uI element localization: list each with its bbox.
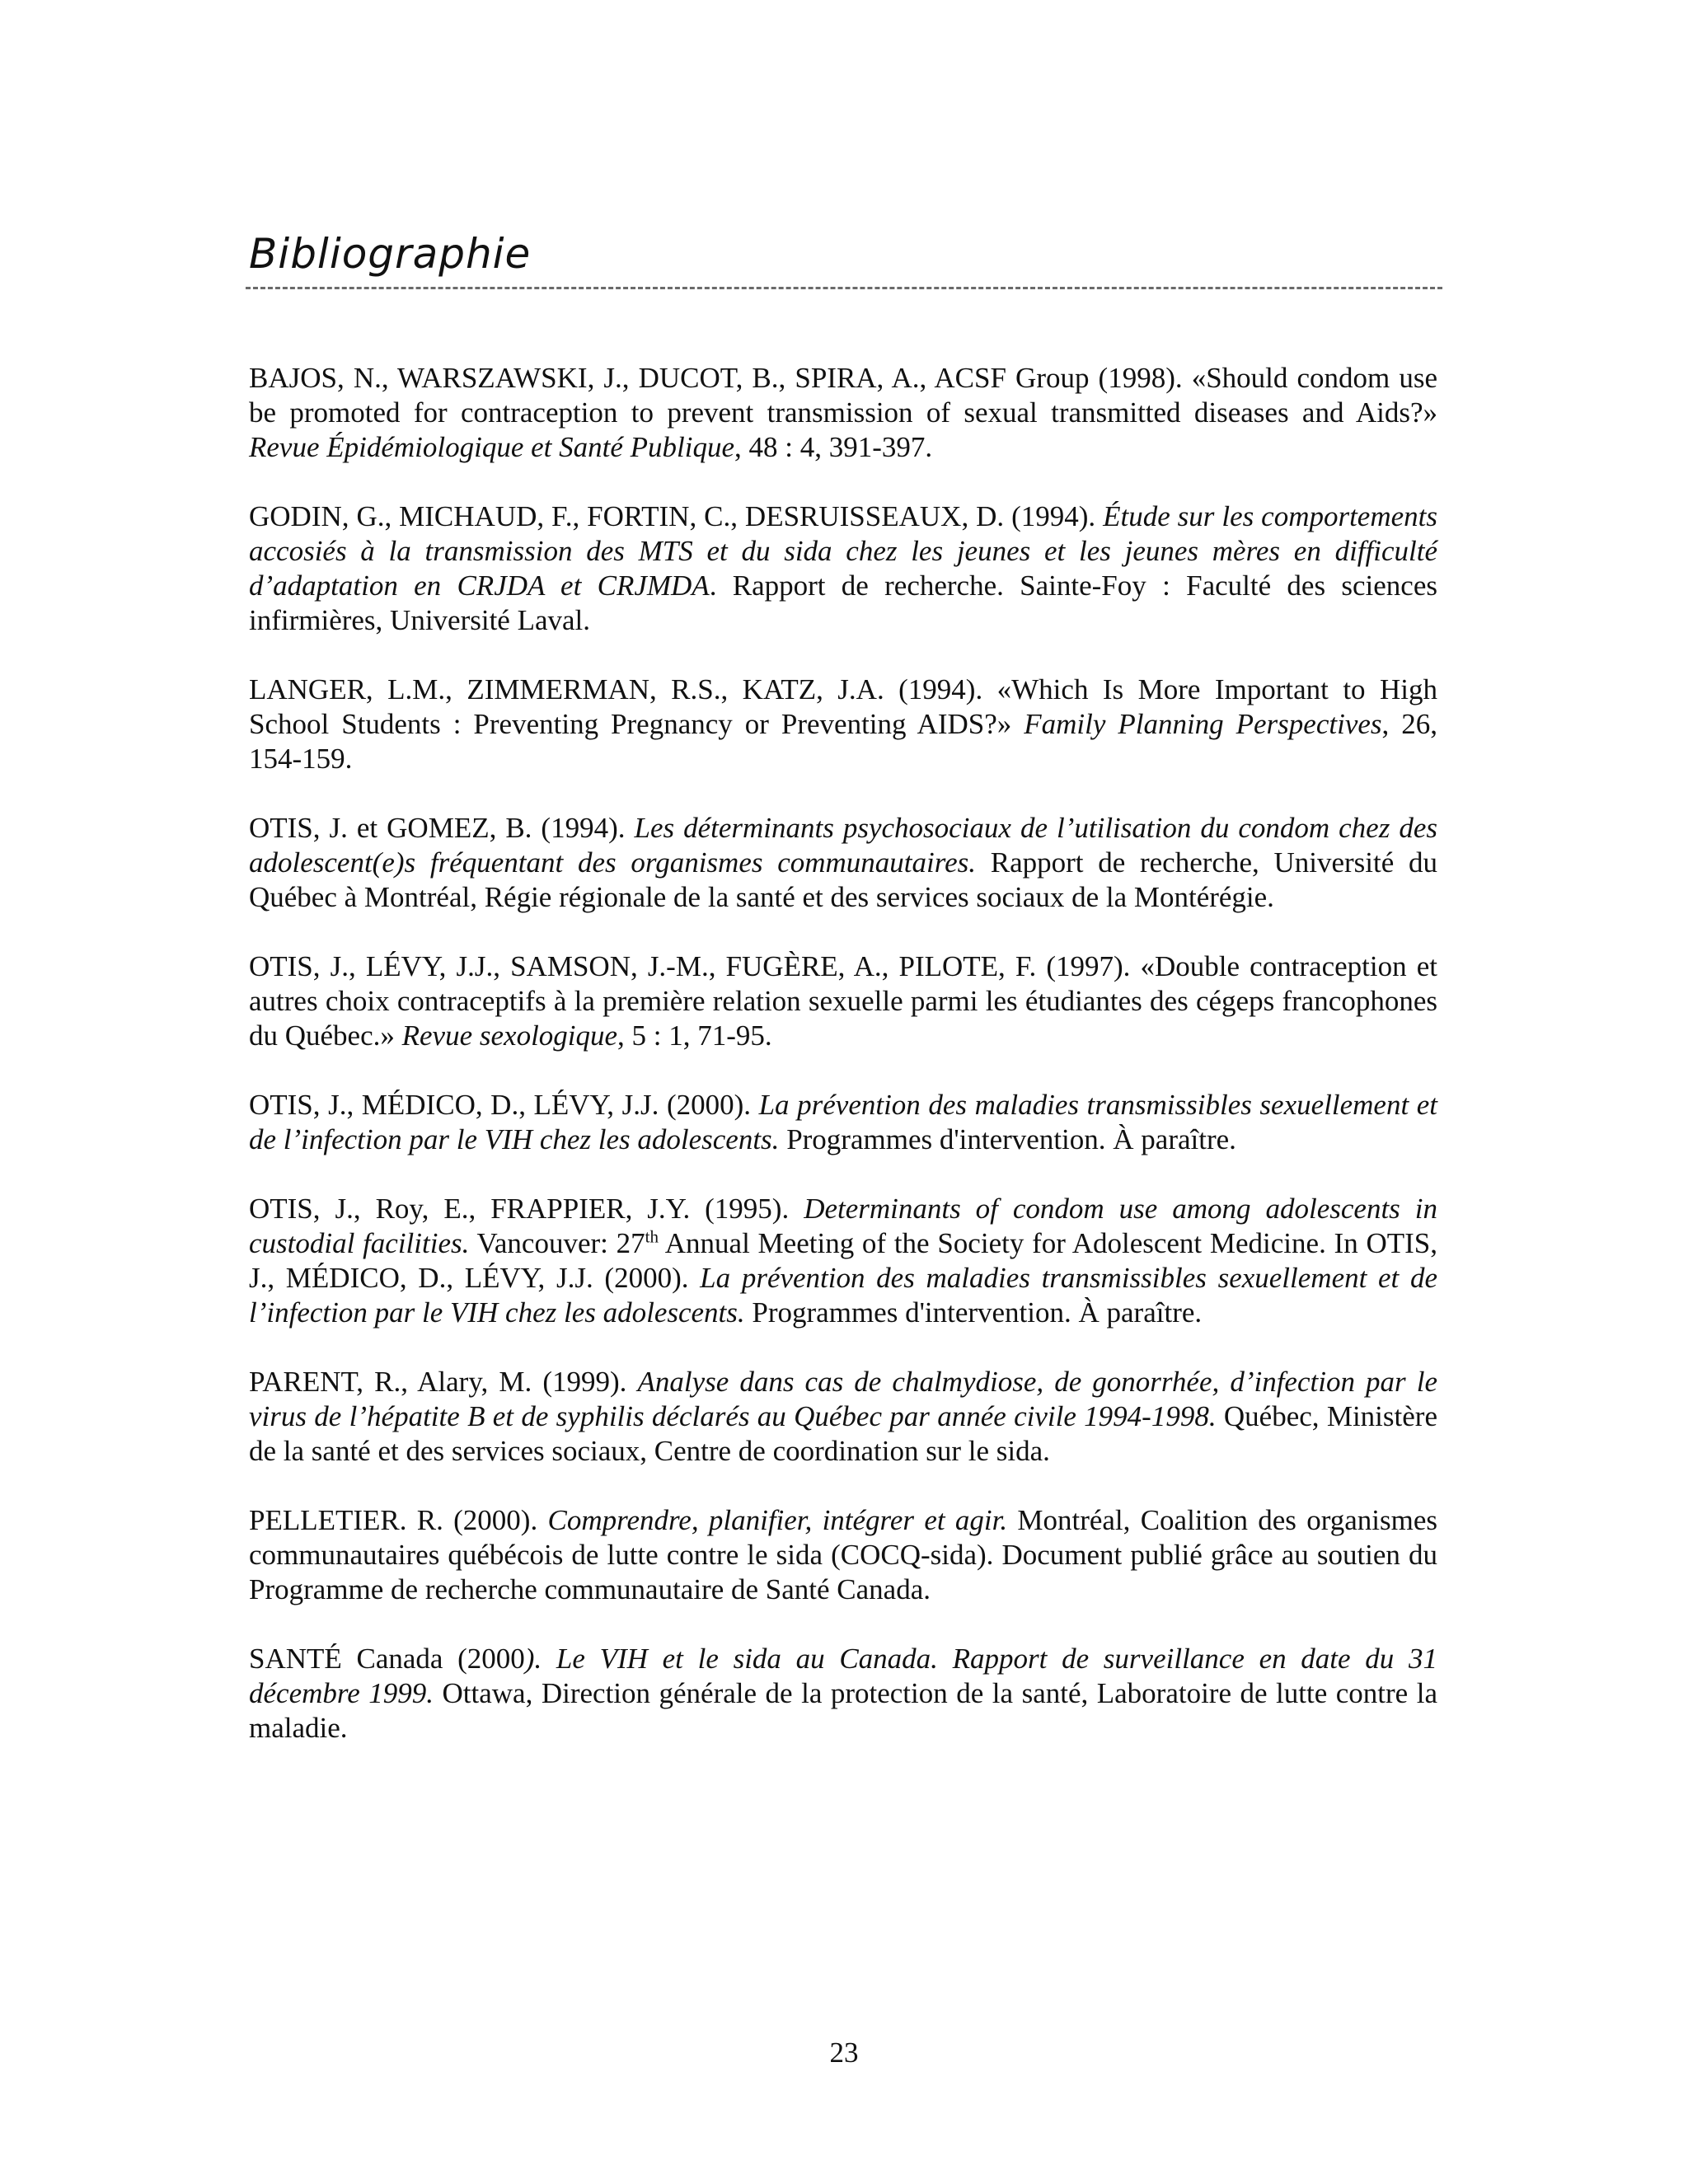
bibliography-entry-godin	[249, 499, 1437, 638]
entry-title: Étude sur les comportements accosiés à la transmission des MTS et du sida chez les jeunes et les jeunes mères en difficulté d’adaptation en CRJDA et CRJMDA	[249, 500, 1437, 602]
entry-text: OTIS, J., LÉVY, J.J., SAMSON, J.-M., FUGÈRE, A., PILOTE, F. (1997). «Double contraception et autres choix contraceptifs à la première relation sexuelle parmi les étudiantes des cégeps francophones du Québec.»	[249, 950, 1437, 1052]
entry-title: Revue sexologique	[401, 1019, 618, 1052]
entry-title: La prévention des maladies transmissibles sexuellement et de l’infection par le VIH chez les adolescents.	[249, 1089, 1438, 1155]
entry-title: Family Planning Perspectives	[1024, 708, 1382, 740]
bibliography-list	[249, 361, 1437, 1780]
entry-text: Rapport de recherche, Université du Québec à Montréal, Régie régionale de la santé et des services sociaux de la Montérégie.	[249, 846, 1438, 913]
entry-title: Comprendre, planifier, intégrer et agir.	[547, 1504, 1008, 1536]
entry-text: GODIN, G., MICHAUD, F., FORTIN, C., DESRUISSEAUX, D. (1994).	[249, 500, 1104, 532]
bibliography-entry-langer	[249, 673, 1437, 776]
entry-title: Revue Épidémiologique et Santé Publique	[249, 431, 734, 463]
entry-text: Montréal, Coalition des organismes communautaires québécois de lutte contre le sida (COCQ-sida). Document publié grâce au soutien du Programme de recherche communautaire de Santé Canada.	[249, 1504, 1437, 1605]
page-title: Bibliographie	[249, 230, 532, 278]
entry-text: OTIS, J. et GOMEZ, B. (1994).	[249, 812, 635, 844]
entry-text: Vancouver: 27	[469, 1227, 645, 1259]
bibliography-entry-bajos	[249, 361, 1437, 465]
entry-text: Québec, Ministère de la santé et des services sociaux, Centre de coordination sur le sida.	[249, 1400, 1437, 1467]
entry-text: , 5 : 1, 71-95.	[617, 1019, 772, 1052]
entry-title: La prévention des maladies transmissibles sexuellement et de l’infection par le VIH chez les adolescents.	[249, 1262, 1437, 1329]
entry-title: Les déterminants psychosociaux de l’utilisation du condom chez des adolescent(e)s fréquentant des organismes communautaires.	[249, 812, 1437, 879]
bibliography-entry-pelletier	[249, 1503, 1437, 1607]
bibliography-entry-otis-roy	[249, 1192, 1437, 1330]
entry-text: PELLETIER. R. (2000).	[249, 1504, 548, 1536]
title-divider	[246, 287, 1442, 289]
entry-text: PARENT, R., Alary, M. (1999).	[249, 1366, 638, 1398]
bibliography-entry-otis-levy-1997	[249, 949, 1437, 1053]
bibliography-entry-otis-medico-2000	[249, 1088, 1437, 1157]
entry-text: Annual Meeting of the Society for Adolescent Medicine. In OTIS, J., MÉDICO, D., LÉVY, J.J. (2000).	[249, 1227, 1437, 1294]
bibliography-entry-otis-gomez	[249, 811, 1437, 915]
entry-text: BAJOS, N., WARSZAWSKI, J., DUCOT, B., SPIRA, A., ACSF Group (1998). «Should condom use be promoted for contraception to prevent transmission of sexual transmitted diseases and Aids?»	[249, 362, 1437, 429]
entry-text: , 48 : 4, 391-397.	[734, 431, 933, 463]
entry-title: ). Le VIH et le sida au Canada. Rapport de surveillance en date du 31 décembre 1999.	[249, 1643, 1437, 1709]
entry-title: Analyse dans cas de chalmydiose, de gonorrhée, d’infection par le virus de l’hépatite B et de syphilis déclarés au Québec par année civile 1994-1998.	[249, 1366, 1437, 1432]
entry-text: LANGER, L.M., ZIMMERMAN, R.S., KATZ, J.A. (1994). «Which Is More Important to High School Students : Preventing Pregnancy or Preventing AIDS?»	[249, 673, 1437, 740]
entry-text: Programmes d'intervention. À paraître.	[744, 1296, 1203, 1329]
entry-title: Determinants of condom use among adolescents in custodial facilities.	[249, 1193, 1437, 1259]
entry-text: Ottawa, Direction générale de la protection de la santé, Laboratoire de lutte contre la maladie.	[249, 1677, 1437, 1744]
entry-text: Programmes d'intervention. À paraître.	[779, 1123, 1236, 1155]
entry-text: , 26, 154-159.	[249, 708, 1437, 775]
entry-text: SANTÉ Canada (2000	[249, 1643, 525, 1675]
entry-text: OTIS, J., MÉDICO, D., LÉVY, J.J. (2000).	[249, 1089, 759, 1121]
entry-text: . Rapport de recherche. Sainte-Foy : Faculté des sciences infirmières, Université Laval.	[249, 569, 1437, 636]
bibliography-entry-sante-canada	[249, 1642, 1437, 1746]
ordinal-superscript: th	[645, 1226, 659, 1247]
entry-text: OTIS, J., Roy, E., FRAPPIER, J.Y. (1995).	[249, 1193, 804, 1225]
page-number: 23	[829, 2036, 859, 2069]
bibliography-entry-parent	[249, 1365, 1437, 1469]
